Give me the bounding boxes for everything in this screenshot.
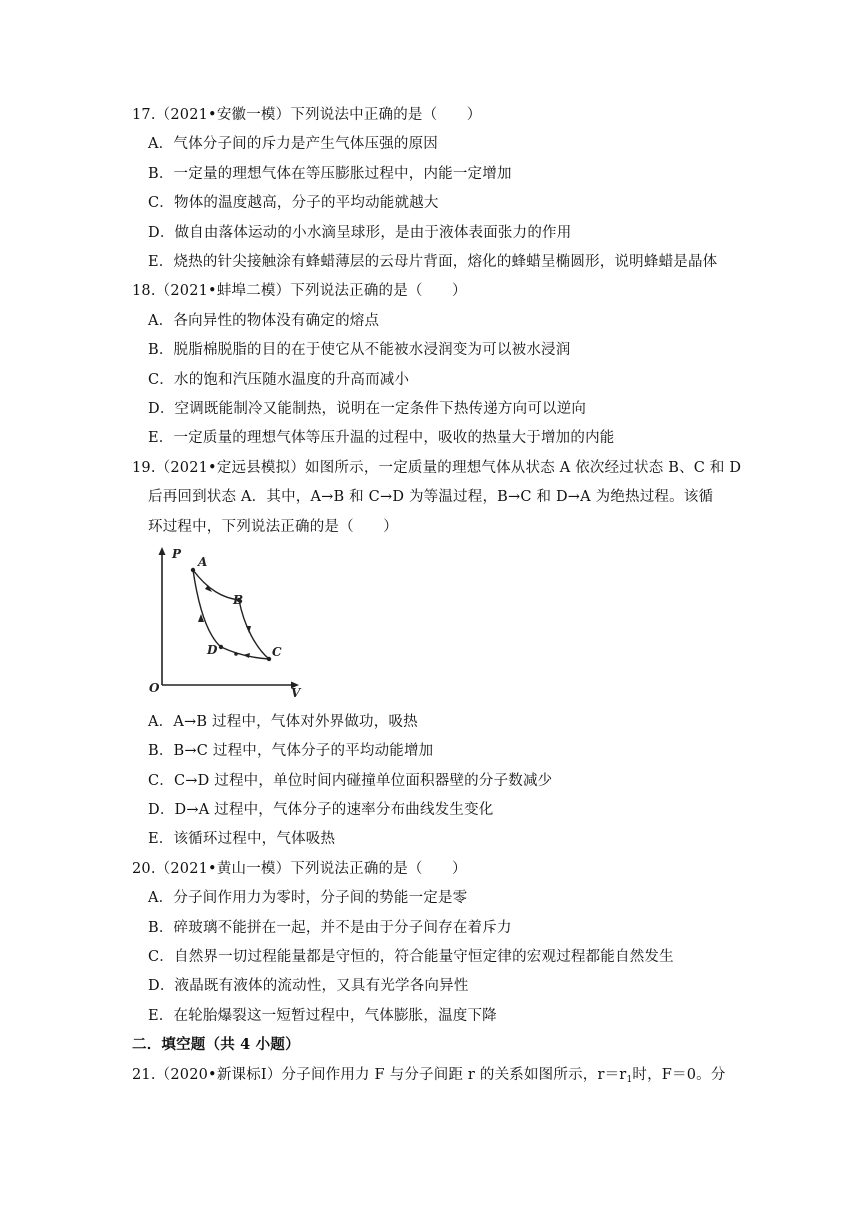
point-a (191, 568, 195, 572)
label-d: D (207, 643, 218, 657)
section-title: 二．填空题（共 4 小题） (132, 1036, 300, 1053)
axis-label-p: P (172, 547, 182, 561)
q19-option-c: C．C→D 过程中，单位时间内碰撞单位面积器壁的分子数减少 (148, 773, 553, 789)
q19-stem-line-1: 19.（2021•定远县模拟）如图所示，一定质量的理想气体从状态 A 依次经过状态 B、C 和 D (132, 460, 742, 476)
q20-option-b: B．碎玻璃不能拼在一起，并不是由于分子间存在着斥力 (148, 920, 512, 936)
curve-d-to-a (193, 570, 221, 647)
point-c (267, 657, 271, 661)
q17-option-e: E．烧热的针尖接触涂有蜂蜡薄层的云母片背面，熔化的蜂蜡呈椭圆形，说明蜂蜡是晶体 (148, 254, 718, 270)
arrow-b-to-c (246, 626, 251, 633)
q17-option-c: C．物体的温度越高，分子的平均动能就越大 (148, 195, 439, 211)
q20-option-c: C．自然界一切过程能量都是守恒的，符合能量守恒定律的宏观过程都能自然发生 (148, 949, 674, 965)
q19-stem-line-3: 环过程中，下列说法正确的是（ ） (148, 519, 398, 535)
p-axis-arrow (159, 547, 166, 555)
q19-option-d: D．D→A 过程中，气体分子的速率分布曲线发生变化 (148, 802, 494, 818)
q21-stem (132, 1065, 726, 1090)
q17-stem: 17.（2021•安徽一模）下列说法中正确的是（ ） (132, 107, 482, 123)
q19-option-e: E．该循环过程中，气体吸热 (148, 831, 336, 847)
label-c: C (272, 645, 282, 659)
q20-option-e: E．在轮胎爆裂这一短暂过程中，气体膨胀，温度下降 (148, 1008, 497, 1024)
curve-b-to-c (239, 600, 269, 659)
axis-label-v: V (291, 686, 301, 698)
pv-cycle-diagram (148, 546, 308, 698)
point-cd-mid (234, 652, 238, 656)
q21-subscript: 1 (626, 1075, 633, 1085)
label-origin: O (149, 681, 160, 695)
point-d (219, 645, 223, 649)
q18-option-e: E．一定质量的理想气体等压升温的过程中，吸收的热量大于增加的内能 (148, 430, 615, 446)
label-a: A (198, 555, 208, 569)
q17-option-a: A．气体分子间的斥力是产生气体压强的原因 (148, 136, 438, 152)
q20-stem: 20.（2021•黄山一模）下列说法正确的是（ ） (132, 861, 467, 877)
q20-option-d: D．液晶既有液体的流动性，又具有光学各向异性 (148, 978, 469, 994)
q19-option-a: A．A→B 过程中，气体对外界做功，吸热 (148, 714, 418, 730)
curve-c-to-d (221, 647, 269, 659)
q20-option-a: A．分子间作用力为零时，分子间的势能一定是零 (148, 890, 468, 906)
q18-option-d: D．空调既能制冷又能制热，说明在一定条件下热传递方向可以逆向 (148, 401, 587, 417)
q18-option-a: A．各向异性的物体没有确定的熔点 (148, 313, 380, 329)
q19-stem-line-2: 后再回到状态 A．其中，A→B 和 C→D 为等温过程，B→C 和 D→A 为绝热过程。该循 (148, 489, 714, 505)
q19-option-b: B．B→C 过程中，气体分子的平均动能增加 (148, 743, 434, 759)
label-b: B (233, 593, 244, 607)
q17-option-d: D．做自由落体运动的小水滴呈球形，是由于液体表面张力的作用 (148, 225, 572, 241)
q18-option-b: B．脱脂棉脱脂的目的在于使它从不能被水浸润变为可以被水浸润 (148, 342, 571, 358)
q18-stem: 18.（2021•蚌埠二模）下列说法正确的是（ ） (132, 283, 467, 299)
q18-option-c: C．水的饱和汽压随水温度的升高而减小 (148, 372, 410, 388)
q17-option-b: B．一定量的理想气体在等压膨胀过程中，内能一定增加 (148, 166, 512, 182)
arrow-c-to-d (243, 653, 250, 658)
q21-stem-part-1: 21.（2020•新课标Ⅰ）分子间作用力 F 与分子间距 r 的关系如图所示，r＝r (132, 1067, 627, 1083)
q21-stem-part-2: 时，F＝0。分 (632, 1067, 726, 1083)
